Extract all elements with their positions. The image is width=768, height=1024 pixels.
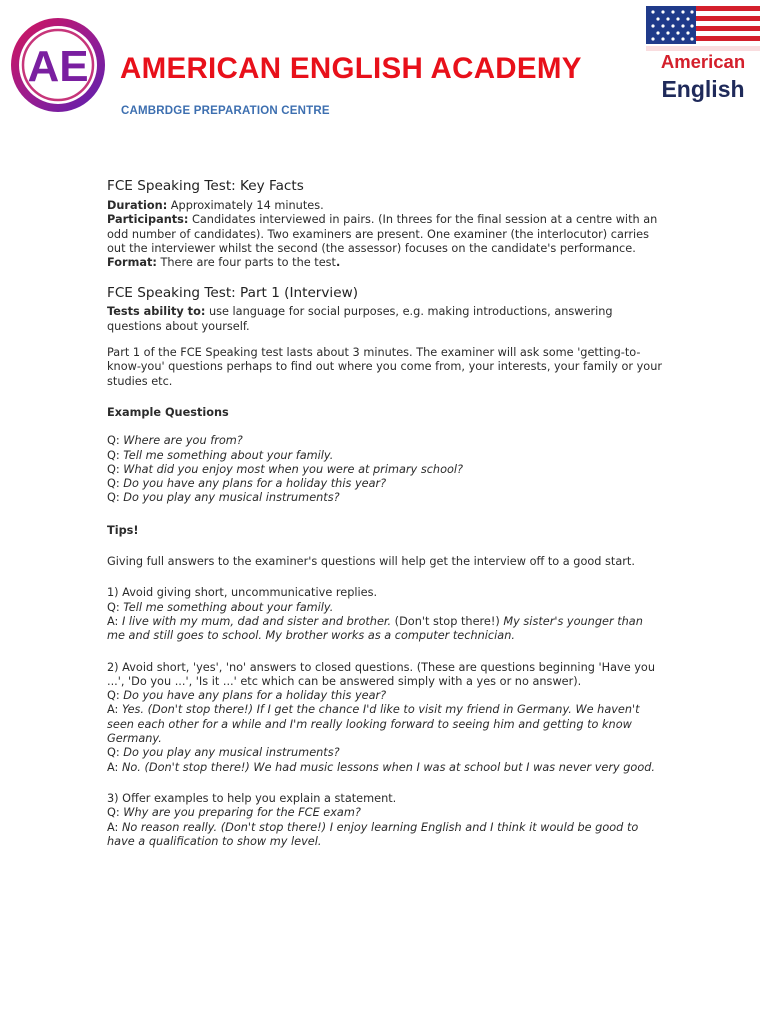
- duration-line: [107, 199, 662, 213]
- tip-1-title: 1) Avoid giving short, uncommunicative replies.: [107, 586, 378, 600]
- list-item: Q: What did you enjoy most when you were at primary school?: [107, 462, 464, 476]
- format-end: .: [336, 256, 341, 270]
- tests-text: use language for social purposes, e.g. making introductions, answering questions about yourself.: [107, 305, 613, 333]
- list-item: Q: Do you have any plans for a holiday this year?: [107, 477, 387, 491]
- tip-1-question: Q: Tell me something about your family.: [107, 600, 334, 614]
- tests-ability-line: [107, 305, 662, 334]
- document-body: [107, 177, 662, 849]
- tips-intro: Giving full answers to the examiner's questions will help get the interview off to a good start.: [107, 555, 635, 569]
- tip-3: [107, 792, 662, 849]
- participants-line: [107, 213, 662, 256]
- participants-label: Participants:: [107, 213, 189, 227]
- example-questions-list: [107, 434, 662, 505]
- tip-2-question-2: Q: Do you play any musical instruments?: [107, 746, 340, 760]
- badge-line-1: American: [660, 51, 746, 72]
- tests-label: Tests ability to:: [107, 305, 206, 319]
- example-questions-heading: Example Questions: [107, 405, 229, 419]
- tips-heading: Tips!: [107, 523, 139, 537]
- part1-intro: Part 1 of the FCE Speaking test lasts about 3 minutes. The examiner will ask some 'getting-to-know-you' questions perhaps to find out where you come from, your interests, your family or your studies etc.: [107, 346, 662, 388]
- tip-2-title: 2) Avoid short, 'yes', 'no' answers to closed questions. (These are questions beginning 'Have you ...', 'Do you ...', 'Is it ...' etc which can be answered simply with a yes or no answer).: [107, 660, 655, 688]
- academy-name: AMERICAN ENGLISH ACADEMY: [120, 52, 582, 85]
- tip-1: [107, 586, 662, 643]
- tip-2: [107, 661, 662, 775]
- academy-subtitle: CAMBRDGE PREPARATION CENTRE: [121, 105, 330, 117]
- tip-2-answer-1: A: Yes. (Don't stop there!) If I get the chance I'd like to visit my friend in Germany. We haven't seen each other for a while and I'm really looking forward to seeing him and getting to know Germany.: [107, 703, 640, 746]
- american-english-badge: [646, 6, 760, 106]
- key-facts-heading: FCE Speaking Test: Key Facts: [107, 178, 304, 194]
- list-item: Q: Tell me something about your family.: [107, 448, 334, 462]
- format-label: Format:: [107, 256, 157, 270]
- tip-2-question-1: Q: Do you have any plans for a holiday this year?: [107, 689, 387, 703]
- part1-heading: FCE Speaking Test: Part 1 (Interview): [107, 285, 358, 302]
- logo-text: AE: [27, 42, 89, 91]
- participants-text: Candidates interviewed in pairs. (In threes for the final session at a centre with an odd number of candidates). Two examiners are present. One examiner (the interlocutor) carries out the interviewer whilst the second (the assessor) focuses on the candidate's performance.: [107, 213, 658, 255]
- tip-1-answer: A: I live with my mum, dad and sister and brother. (Don't stop there!) My sister's younger than me and still goes to school. My brother works as a computer technician.: [107, 614, 643, 643]
- tip-3-title: 3) Offer examples to help you explain a statement.: [107, 791, 397, 805]
- format-text: There are four parts to the test: [156, 256, 336, 270]
- badge-line-2: English: [661, 76, 745, 102]
- duration-label: Duration:: [107, 199, 168, 212]
- duration-text: Approximately 14 minutes.: [167, 199, 324, 212]
- tip-3-answer: A: No reason really. (Don't stop there!) I enjoy learning English and I think it would be good to have a qualification to show my level.: [107, 820, 639, 848]
- format-line: [107, 256, 662, 270]
- list-item: Q: Do you play any musical instruments?: [107, 491, 340, 505]
- tip-2-answer-2: A: No. (Don't stop there!) We had music lessons when I was at school but I was never very good.: [107, 760, 656, 774]
- tip-3-question: Q: Why are you preparing for the FCE exam?: [107, 806, 361, 820]
- list-item: Q: Where are you from?: [107, 434, 243, 448]
- academy-logo: [8, 15, 108, 115]
